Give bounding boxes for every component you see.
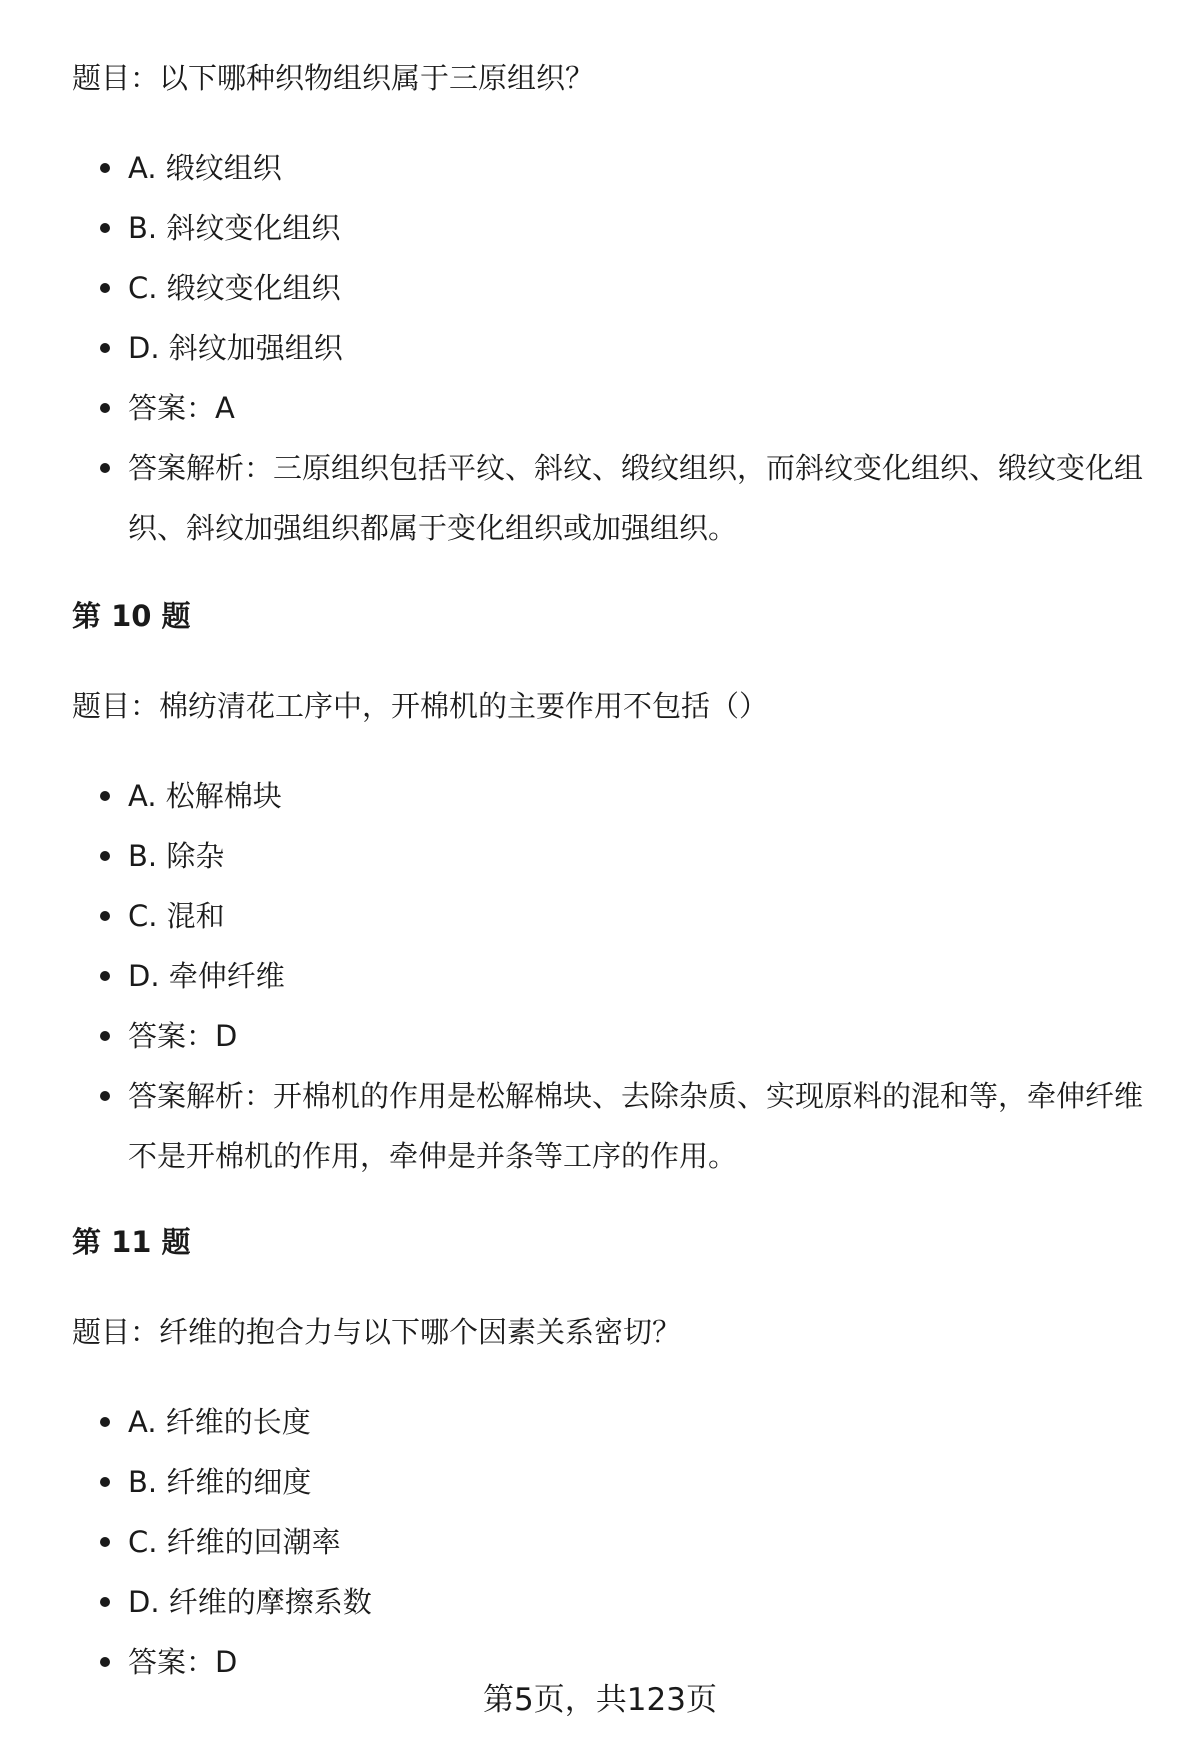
- question-10-option-b: B. 除杂: [72, 826, 1152, 886]
- question-11-option-b: B. 纤维的细度: [72, 1452, 1152, 1512]
- question-9-explanation: 答案解析：三原组织包括平纹、斜纹、缎纹组织，而斜纹变化组织、缎纹变化组织、斜纹加强组织都属于变化组织或加强组织。: [72, 438, 1152, 558]
- question-10-answer: 答案：D: [72, 1006, 1152, 1066]
- question-9-option-d: D. 斜纹加强组织: [72, 318, 1152, 378]
- question-9-option-c: C. 缎纹变化组织: [72, 258, 1152, 318]
- question-11-options: [72, 1392, 1152, 1692]
- question-10-stem: 题目：棉纺清花工序中，开棉机的主要作用不包括（）: [72, 689, 769, 723]
- question-10-option-d: D. 牵伸纤维: [72, 946, 1152, 1006]
- question-9-options: [72, 138, 1152, 558]
- question-9-option-b: B. 斜纹变化组织: [72, 198, 1152, 258]
- question-10-option-a: A. 松解棉块: [72, 766, 1152, 826]
- question-10-option-c: C. 混和: [72, 886, 1152, 946]
- question-9-option-a: A. 缎纹组织: [72, 138, 1152, 198]
- question-10-explanation: 答案解析：开棉机的作用是松解棉块、去除杂质、实现原料的混和等，牵伸纤维不是开棉机的作用，牵伸是并条等工序的作用。: [72, 1066, 1152, 1186]
- question-11-answer: 答案：D: [72, 1632, 1152, 1692]
- question-11-option-d: D. 纤维的摩擦系数: [72, 1572, 1152, 1632]
- question-10-options: [72, 766, 1152, 1186]
- question-9-answer: 答案：A: [72, 378, 1152, 438]
- question-11-option-c: C. 纤维的回潮率: [72, 1512, 1152, 1572]
- question-10-heading: 第 10 题: [72, 599, 191, 633]
- question-11-stem: 题目：纤维的抱合力与以下哪个因素关系密切？: [72, 1315, 682, 1349]
- question-9-stem: 题目：以下哪种织物组织属于三原组织？: [72, 61, 595, 95]
- page-number-footer: 第5页，共123页: [483, 1682, 717, 1718]
- question-11-option-a: A. 纤维的长度: [72, 1392, 1152, 1452]
- question-11-heading: 第 11 题: [72, 1225, 191, 1259]
